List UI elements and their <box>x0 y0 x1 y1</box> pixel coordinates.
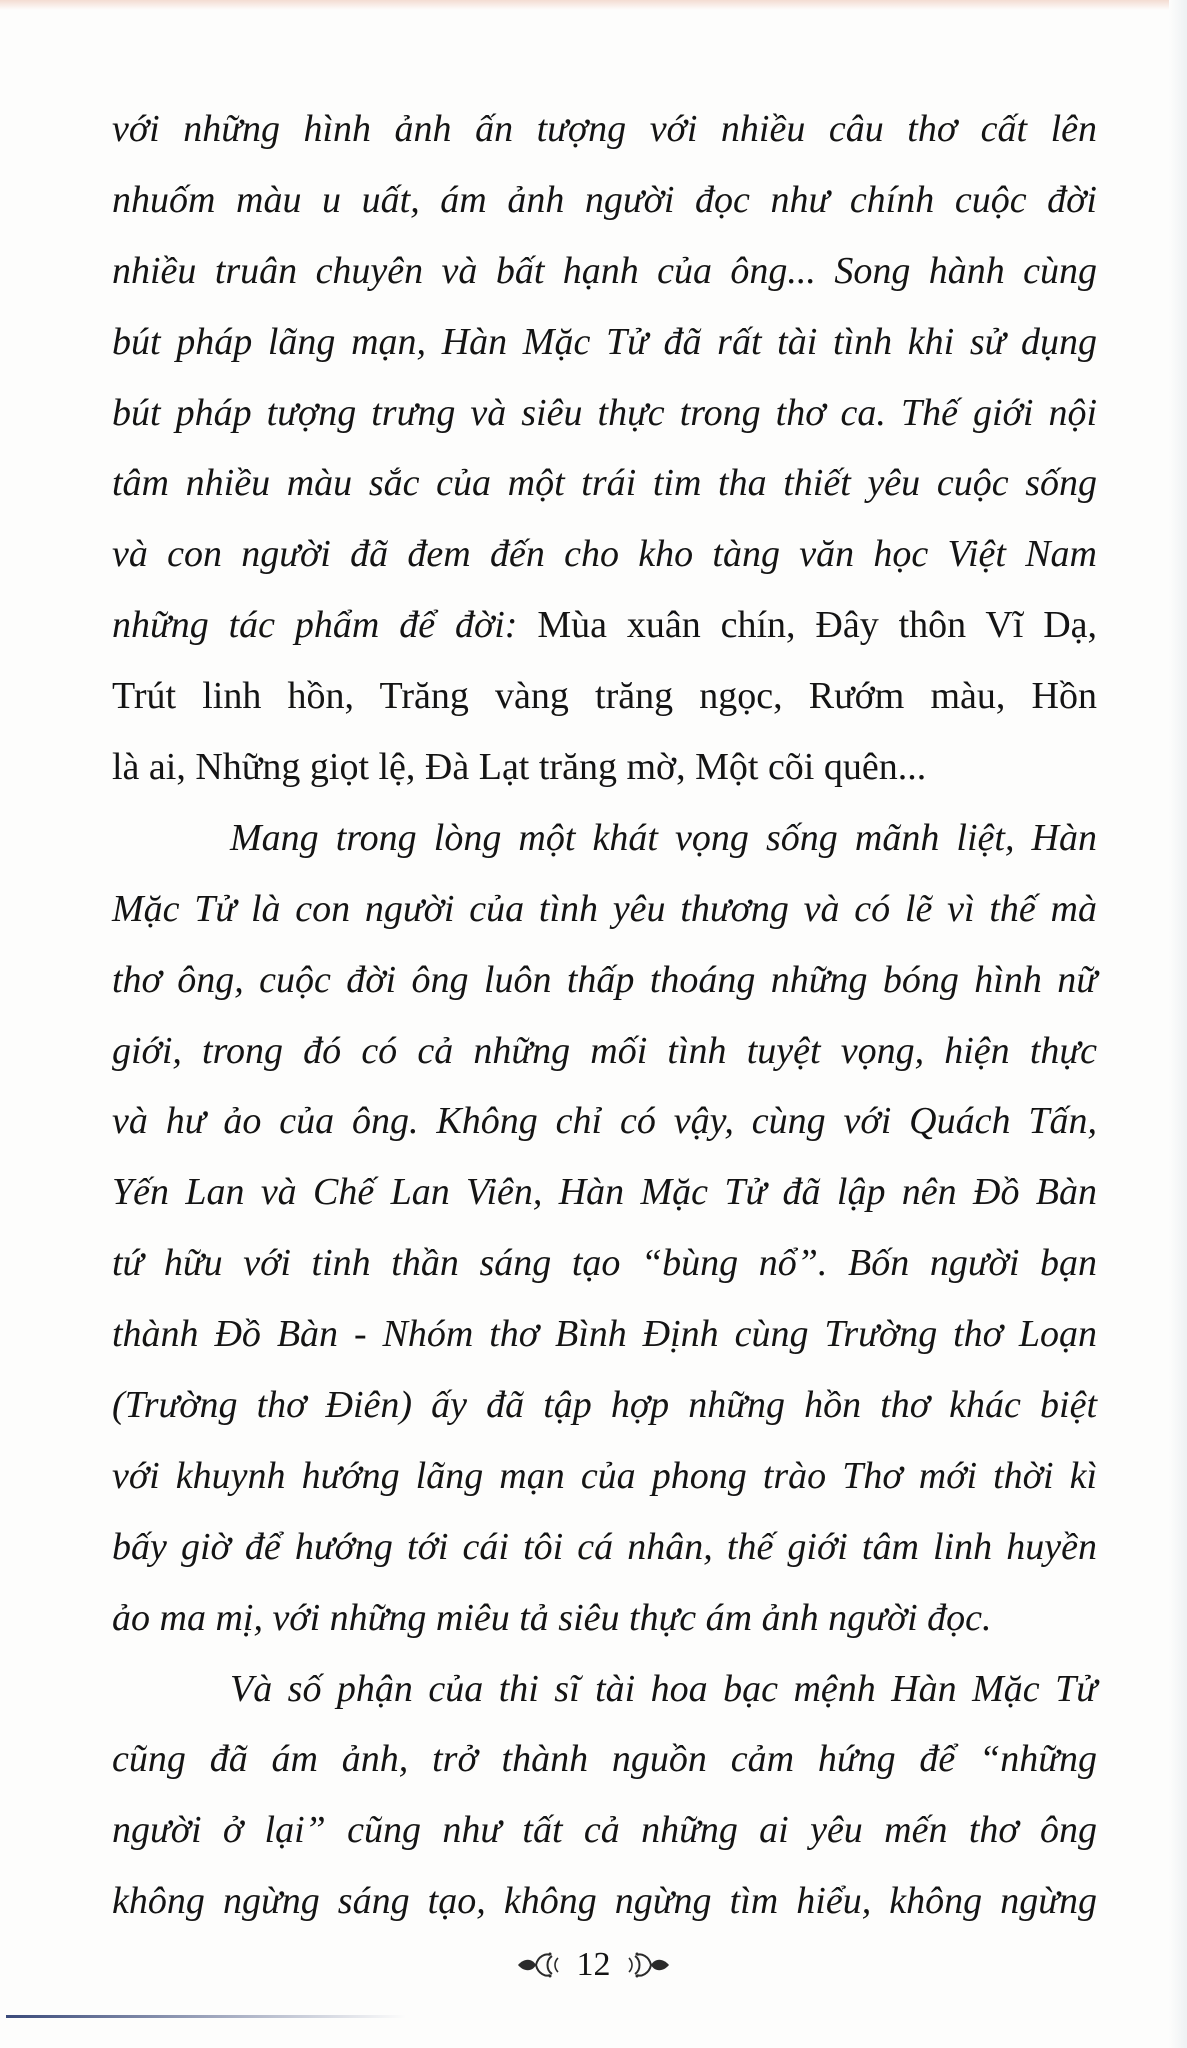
text-line <box>112 1512 1097 1583</box>
text-line <box>112 1441 1097 1512</box>
italic-text: bút pháp tượng trưng và siêu thực trong thơ ca. Thế giới nội <box>112 391 1097 434</box>
text-line <box>112 94 1097 165</box>
text-line <box>112 1157 1097 1228</box>
page-number: 12 <box>576 1946 611 1984</box>
floral-ornament-left-icon <box>516 1950 562 1980</box>
italic-text: thơ ông, cuộc đời ông luôn thấp thoáng những bóng hình nữ <box>112 958 1097 1001</box>
italic-text: với những hình ảnh ấn tượng với nhiều câu thơ cất lên <box>112 108 1097 150</box>
text-line <box>112 1724 1097 1795</box>
text-line <box>112 236 1097 307</box>
text-line <box>112 1016 1097 1087</box>
text-line <box>112 1866 1097 1937</box>
title-list-text: Mùa xuân chín, Đây thôn Vĩ Dạ, <box>537 604 1098 647</box>
text-line <box>112 1370 1097 1441</box>
title-list-text: Trút linh hồn, Trăng vàng trăng ngọc, Rướm màu, Hồn <box>112 675 1097 718</box>
text-line <box>112 1228 1097 1299</box>
italic-text: cũng đã ám ảnh, trở thành nguồn cảm hứng để “những <box>112 1738 1097 1781</box>
italic-text: người ở lại” cũng như tất cả những ai yêu mến thơ ông <box>112 1809 1097 1852</box>
italic-text: thành Đồ Bàn - Nhóm thơ Bình Định cùng Trường thơ Loạn <box>112 1313 1097 1356</box>
italic-text: và hư ảo của ông. Không chỉ có vậy, cùng với Quách Tấn, <box>112 1100 1097 1143</box>
text-line <box>112 732 1097 803</box>
page-body-text <box>112 94 1097 1937</box>
paragraph <box>112 94 1097 803</box>
text-line <box>112 165 1097 236</box>
text-line <box>112 661 1097 732</box>
italic-text: và con người đã đem đến cho kho tàng văn học Việt Nam <box>112 533 1097 576</box>
text-line <box>112 1299 1097 1370</box>
italic-text: bút pháp lãng mạn, Hàn Mặc Tử đã rất tài tình khi sử dụng <box>112 320 1097 363</box>
italic-text: nhiều truân chuyên và bất hạnh của ông... Song hành cùng <box>112 249 1097 292</box>
page-bottom-edge-mark <box>6 2015 406 2018</box>
text-line <box>112 590 1097 661</box>
text-line <box>112 874 1097 945</box>
text-line <box>112 1086 1097 1157</box>
text-line <box>112 307 1097 378</box>
italic-text: Mang trong lòng một khát vọng sống mãnh liệt, Hàn <box>230 816 1097 859</box>
text-line <box>112 1583 1097 1654</box>
text-line <box>112 378 1097 449</box>
italic-text: tứ hữu với tinh thần sáng tạo “bùng nổ”. Bốn người bạn <box>112 1242 1097 1285</box>
text-line <box>112 519 1097 590</box>
page-number-footer <box>0 1940 1187 1988</box>
text-line <box>112 448 1097 519</box>
floral-ornament-right-icon <box>625 1950 671 1980</box>
title-list-text: là ai, Những giọt lệ, Đà Lạt trăng mờ, Một cõi quên... <box>112 746 927 789</box>
page-right-edge <box>1169 0 1187 2048</box>
italic-text: không ngừng sáng tạo, không ngừng tìm hiểu, không ngừng <box>112 1880 1097 1923</box>
italic-text: ảo ma mị, với những miêu tả siêu thực ám ảnh người đọc. <box>112 1596 992 1639</box>
italic-text: với khuynh hướng lãng mạn của phong trào Thơ mới thời kì <box>112 1454 1097 1497</box>
text-line <box>112 1795 1097 1866</box>
text-line <box>112 803 1097 874</box>
text-line <box>112 1654 1097 1725</box>
italic-text: những tác phẩm để đời: <box>112 604 538 647</box>
italic-text: tâm nhiều màu sắc của một trái tim tha thiết yêu cuộc sống <box>112 462 1097 505</box>
page-top-edge <box>0 0 1187 10</box>
text-line <box>112 945 1097 1016</box>
italic-text: (Trường thơ Điên) ấy đã tập hợp những hồn thơ khác biệt <box>112 1384 1097 1427</box>
paragraph <box>112 1654 1097 1938</box>
italic-text: Và số phận của thi sĩ tài hoa bạc mệnh Hàn Mặc Tử <box>230 1667 1097 1710</box>
italic-text: giới, trong đó có cả những mối tình tuyệt vọng, hiện thực <box>112 1029 1097 1072</box>
italic-text: bấy giờ để hướng tới cái tôi cá nhân, thế giới tâm linh huyền <box>112 1525 1097 1568</box>
italic-text: nhuốm màu u uất, ám ảnh người đọc như chính cuộc đời <box>112 178 1097 221</box>
paragraph <box>112 803 1097 1654</box>
italic-text: Yến Lan và Chế Lan Viên, Hàn Mặc Tử đã lập nên Đồ Bàn <box>112 1171 1097 1214</box>
italic-text: Mặc Tử là con người của tình yêu thương và có lẽ vì thế mà <box>112 887 1097 930</box>
